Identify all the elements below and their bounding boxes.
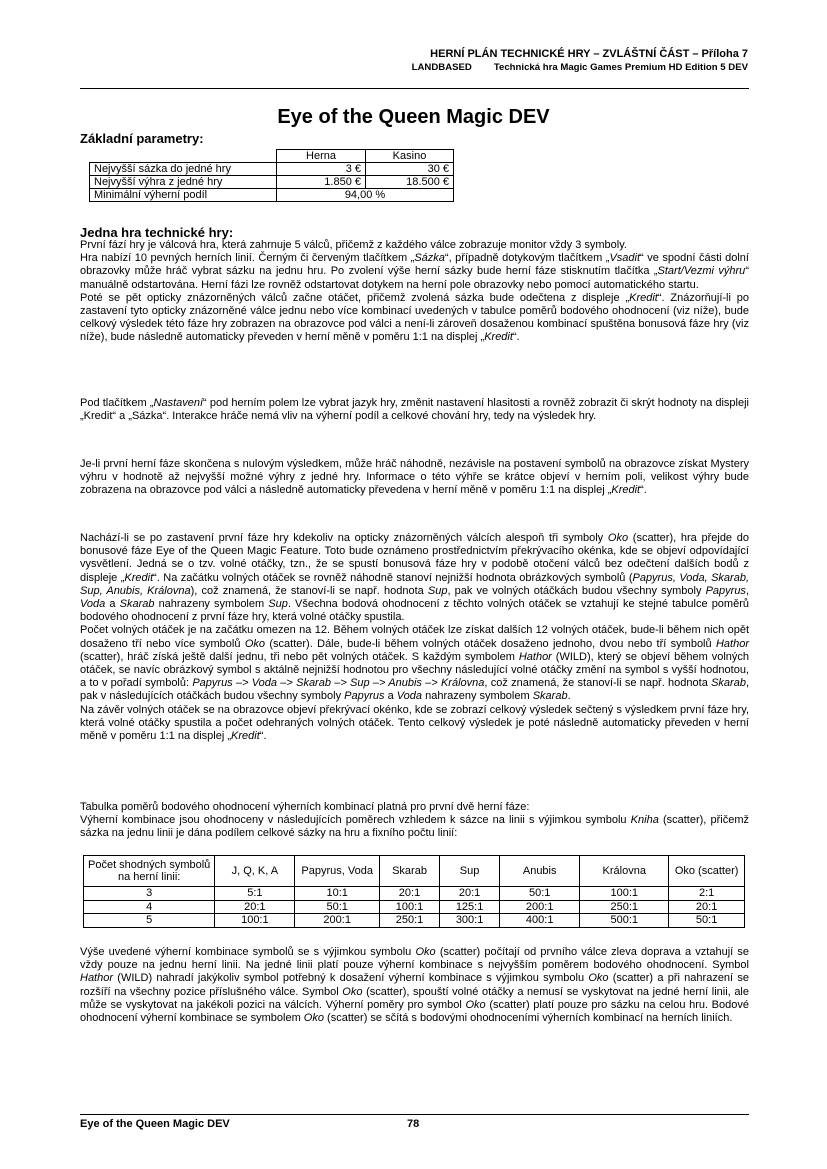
game-section-heading: Jedna hra technické hry: <box>80 225 234 240</box>
basic-params-heading: Základní parametry: <box>80 131 204 146</box>
paytable-header-row <box>84 856 745 887</box>
cell-merged: 94,00 % <box>277 189 454 202</box>
col-kasino: Kasino <box>366 150 454 163</box>
header-game-name: Technická hra Magic Games Premium HD Edition 5 DEV <box>493 62 748 73</box>
cell-herna: 3 € <box>277 163 366 176</box>
table-row <box>90 189 454 202</box>
header-divider <box>80 88 749 89</box>
paragraph-settings: Pod tlačítkem „Nastavení“ pod herním polem lze vybrat jazyk hry, změnit nastavení hlasitosti a rovněž zobrazit či skrýt hodnoty na displeji „Kredit“ a „Sázka“. Interakce hráče nemá vliv na výherní podíl a celkové chování hry, tedy na výsledek hry. <box>80 397 749 423</box>
paytable-header: Anubis <box>500 856 580 887</box>
table-row: 3 5:1 10:1 20:1 20:1 50:1 100:1 2:1 <box>84 887 745 901</box>
row-label: Nejvyšší sázka do jedné hry <box>90 163 277 176</box>
page-number: 78 <box>407 1118 420 1130</box>
paragraph-closing: Výše uvedené výherní kombinace symbolů se s výjimkou symbolu Oko (scatter) počítají od prvního válce zleva doprava a vztahují se vždy pouze na jednu herní linii. Na jedné linii platí pouze výherní kombinace s nejvyšším poměrem bodového ohodnocení. Symbol Hathor (WILD) nahradí jakýkoliv symbol potřebný k dosažení výherní kombinace s výjimkou symbolu Oko (scatter) a při nahrazení se rozšíří na všechny pozice příslušného válce. Symbol Oko (scatter), spouští volné otáčky a nemusí se vyskytovat na jedné herní linii, ale může se vyskytovat na jakékoli pozici na válcích. Výherní poměry pro symbol Oko (scatter) platí pouze pro sázku na celou hru. Bodové ohodnocení výherní kombinace se symbolem Oko (scatter) se sčítá s bodovými ohodnoceními výherních kombinací na herních liniích. <box>80 946 749 1025</box>
cell-kasino: 18.500 € <box>366 176 454 189</box>
running-header-title: HERNÍ PLÁN TECHNICKÉ HRY – ZVLÁŠTNÍ ČÁST – Příloha 7 <box>430 48 748 60</box>
page-title: Eye of the Queen Magic DEV <box>277 106 550 128</box>
cell-herna: 1.850 € <box>277 176 366 189</box>
paragraph-intro: První fází hry je válcová hra, která zahrnuje 5 válců, přičemž z každého válce zobrazuje monitor vždy 3 symboly. Hra nabízí 10 pevných herních linií. Černým či červeným tlačítkem „Sázka“, případně dotykovým tlačítkem „Vsadit“ ve spodní části dolní obrazovky může hráč vybrat sázku na jednu hru. Po zvolení výše herní sázky bude herní fáze stisknutím tlačítka „Start/Vezmi výhru“ manuálně odstartována. Herní fázi lze rovněž odstartovat dotykem na herní pole obrazovky nebo pomocí automatického startu. Poté se pět opticky znázorněných válců začne otáčet, přičemž zvolená sázka bude odečtena z displeje „Kredit“. Znázorňují-li po zastavení tyto opticky znázorněné válce jednu nebo více kombinací uvedených v tabulce poměrů bodového ohodnocení (viz níže), bude celkový výsledek této fáze hry zobrazen na obrazovce pod válci a není-li zároveň dosaženou kombinací spuštěna bonusová fáze hry (viz níže), bude následně automaticky převeden v herní měně v poměru 1:1 na displej „Kredit“. <box>80 239 749 344</box>
paytable-header: Počet shodných symbolů na herní linii: <box>84 856 215 887</box>
table-row <box>90 176 454 189</box>
paytable-header: J, Q, K, A <box>215 856 295 887</box>
footer-title: Eye of the Queen Magic DEV <box>80 1118 230 1130</box>
table-row: 5 100:1 200:1 250:1 300:1 400:1 500:1 50:1 <box>84 914 745 928</box>
paytable <box>83 855 745 928</box>
paytable-header: Sup <box>440 856 500 887</box>
paytable-header: Oko (scatter) <box>669 856 745 887</box>
table-row: 4 20:1 50:1 100:1 125:1 200:1 250:1 20:1 <box>84 900 745 914</box>
row-label: Nejvyšší výhra z jedné hry <box>90 176 277 189</box>
paytable-header: Královna <box>580 856 669 887</box>
col-herna: Herna <box>277 150 366 163</box>
row-label: Minimální výherní podíl <box>90 189 277 202</box>
running-header-subtitle <box>412 62 748 73</box>
footer-divider <box>80 1114 749 1115</box>
header-landbased: LANDBASED <box>411 62 472 73</box>
paragraph-bonus: Nachází-li se po zastavení první fáze hry kdekoliv na opticky znázorněných válcích alespoň tři symboly Oko (scatter), hra přejde do bonusové fáze Eye of the Queen Magic Feature. Toto bude oznámeno prostřednictvím překrývacího okénka, kde se objeví odpovídající vysvětlení. Jedná se o tzv. volné otáčky, tzn., že se spustí bonusová fáze hry v podobě otočení válců bez odečtení dalších bodů z displeje „Kredit“. Na začátku volných otáček se rovněž náhodně stanoví nejnižší hodnota obrázkových symbolů (Papyrus, Voda, Skarab, Sup, Anubis, Královna), což znamená, že stanoví-li se např. hodnota Sup, pak ve volných otáčkách budou všechny symboly Papyrus, Voda a Skarab nahrazeny symbolem Sup. Všechna bodová ohodnocení z těchto volných otáček se vztahují ke stejné tabulce poměrů bodového ohodnocení z první fáze hry, která volné otáčky spustila. Počet volných otáček je na začátku omezen na 12. Během volných otáček lze získat dalších 12 volných otáček, bude-li během nich opět dosaženo tří nebo více symbolů Oko (scatter). Dále, bude-li během volných otáček dosaženo jednoho, dvou nebo tří symbolů Hathor (scatter), hráč získá ještě další jednu, tři nebo pět volných otáček. S každým symbolem Hathor (WILD), který se objeví během volných otáček, se navíc obrázkový symbol s aktálně nejnižší hodnotou pro všechny následující volné otáčky změní na symbol s vyšší hodnotou, a to v pořadí symbolů: Papyrus –> Voda –> Skarab –> Sup –> Anubis –> Královna, což znamená, že stanoví-li se např. hodnota Skarab, pak v následujících otáčkách budou všechny symboly Papyrus a Voda nahrazeny symbolem Skarab. Na závěr volných otáček se na obrazovce objeví překrývací okénko, kde se zobrazí celkový výsledek sečtený s výsledkem první fáze hry, která volné otáčky spustila a počet odehraných volných otáček. Tento celkový výsledek je poté následně automaticky převeden v herní měně v poměru 1:1 na displej „Kredit“. <box>80 532 750 743</box>
paragraph-mystery: Je-li první herní fáze skončena s nulovým výsledkem, může hráč náhodně, nezávisle na postavení symbolů na obrazovce získat Mystery výhru v hodnotě až nejvyšší možné výhry z jedné hry. Informace o této výhře se krátce objeví v herním poli, velikost výhry bude zobrazena na obrazovce pod válci a následně automaticky převedena v herní měně v poměru 1:1 na displej „Kredit“. <box>80 458 749 497</box>
paytable-header: Papyrus, Voda <box>295 856 380 887</box>
table-header-row <box>90 150 454 163</box>
table-row <box>90 163 454 176</box>
paragraph-paytable-intro: Tabulka poměrů bodového ohodnocení výherních kombinací platná pro první dvě herní fáze: Výherní kombinace jsou ohodnoceny v následujících poměrech vzhledem k sázce na linii s výjimkou symbolu Kniha (scatter), přičemž sázka na jednu linii je dána podílem celkové sázky na hru a fixního počtu linií: <box>80 801 749 840</box>
basic-params-table <box>89 149 454 202</box>
paytable-header: Skarab <box>379 856 439 887</box>
cell-kasino: 30 € <box>366 163 454 176</box>
